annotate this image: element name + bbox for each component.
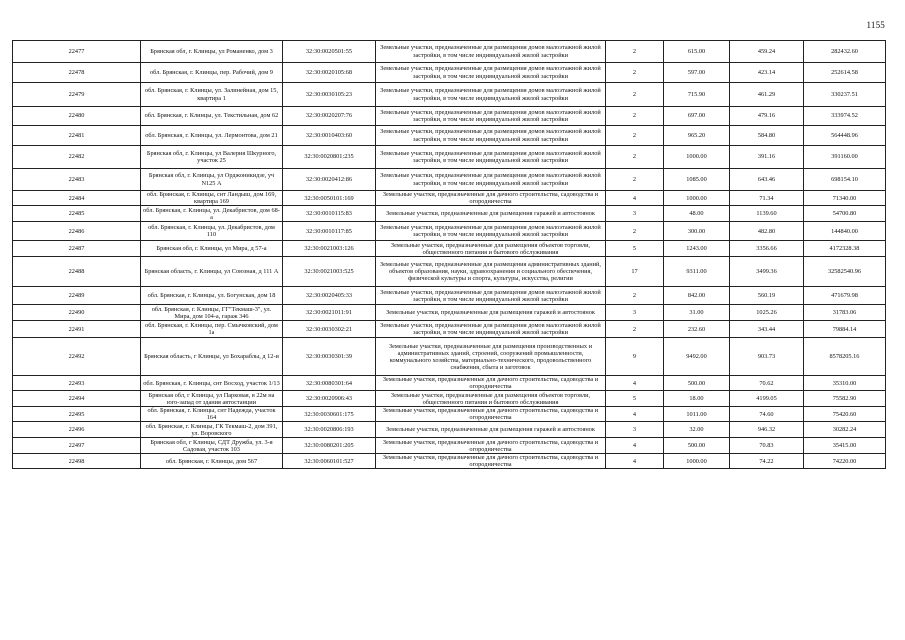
row-number-cell: 22496 bbox=[13, 422, 141, 438]
cadastral-value-cell: 333974.52 bbox=[804, 107, 886, 126]
cadastral-value-cell: 698154.10 bbox=[804, 169, 886, 191]
group-cell: 9 bbox=[606, 338, 664, 376]
row-number-cell: 22493 bbox=[13, 376, 141, 391]
row-number-cell: 22487 bbox=[13, 241, 141, 257]
table-row bbox=[13, 41, 886, 63]
group-cell: 3 bbox=[606, 422, 664, 438]
specific-value-cell: 70.62 bbox=[730, 376, 804, 391]
area-cell: 1000.00 bbox=[664, 191, 730, 206]
table-row bbox=[13, 407, 886, 422]
area-cell: 18.00 bbox=[664, 391, 730, 407]
cadastral-number-cell: 32:30:0020806:193 bbox=[283, 422, 376, 438]
address-cell: обл. Брянская, г. Клинцы, ул. Богунская, дом 18 bbox=[141, 287, 283, 305]
address-cell: обл. Брянская, г. Клинцы, снт Ландыш, дом 169, квартира 169 bbox=[141, 191, 283, 206]
group-cell: 4 bbox=[606, 407, 664, 422]
specific-value-cell: 343.44 bbox=[730, 321, 804, 338]
row-number-cell: 22477 bbox=[13, 41, 141, 63]
address-cell: обл. Брянская, г. Клинцы, ГГ"Текмаш-3", ул. Мира, дом 104-а, гараж 346 bbox=[141, 305, 283, 321]
cadastral-number-cell: 32:30:0021011:91 bbox=[283, 305, 376, 321]
row-number-cell: 22489 bbox=[13, 287, 141, 305]
table-row bbox=[13, 257, 886, 287]
cadastral-number-cell: 32:30:0020207:76 bbox=[283, 107, 376, 126]
specific-value-cell: 482.80 bbox=[730, 222, 804, 241]
cadastral-value-cell: 35310.00 bbox=[804, 376, 886, 391]
land-use-cell: Земельные участки, предназначенные для размещения гаражей и автостоянок bbox=[376, 305, 606, 321]
specific-value-cell: 903.73 bbox=[730, 338, 804, 376]
area-cell: 32.00 bbox=[664, 422, 730, 438]
cadastral-value-cell: 31783.06 bbox=[804, 305, 886, 321]
area-cell: 300.00 bbox=[664, 222, 730, 241]
land-use-cell: Земельные участки, предназначенные для дачного строительства, садоводства и огородничества bbox=[376, 191, 606, 206]
cadastral-number-cell: 32:30:0030105:23 bbox=[283, 83, 376, 107]
area-cell: 597.00 bbox=[664, 63, 730, 83]
land-use-cell: Земельные участки, предназначенные для размещения домов малоэтажной жилой застройки, в том числе индивидуальной жилой застройки bbox=[376, 83, 606, 107]
land-use-cell: Земельные участки, предназначенные для размещения производственных и административных зданий, строений, сооружений промышленности, коммунального хозяйства, материально-технического, продовольственного снабжения, сбыта и заготовок bbox=[376, 338, 606, 376]
address-cell: обл. Брянская, г. Клинцы, ул. Декабристов, дом 68-а bbox=[141, 206, 283, 222]
area-cell: 1000.00 bbox=[664, 454, 730, 469]
row-number-cell: 22497 bbox=[13, 438, 141, 454]
specific-value-cell: 4199.05 bbox=[730, 391, 804, 407]
land-use-cell: Земельные участки, предназначенные для размещения домов малоэтажной жилой застройки, в том числе индивидуальной жилой застройки bbox=[376, 222, 606, 241]
address-cell: обл. Брянская, г. Клинцы, ГК Текмаш-2, дом 391, ул. Воровского bbox=[141, 422, 283, 438]
table-row bbox=[13, 146, 886, 169]
area-cell: 48.00 bbox=[664, 206, 730, 222]
group-cell: 2 bbox=[606, 222, 664, 241]
address-cell: Брянская обл, г Клинцы, ул Парковая, в 22м на юго-запад от здания автостанции bbox=[141, 391, 283, 407]
specific-value-cell: 423.14 bbox=[730, 63, 804, 83]
table-row bbox=[13, 321, 886, 338]
cadastral-value-cell: 4172328.38 bbox=[804, 241, 886, 257]
area-cell: 715.90 bbox=[664, 83, 730, 107]
row-number-cell: 22495 bbox=[13, 407, 141, 422]
cadastral-value-cell: 330237.51 bbox=[804, 83, 886, 107]
area-cell: 31.00 bbox=[664, 305, 730, 321]
group-cell: 2 bbox=[606, 41, 664, 63]
cadastral-value-cell: 75420.60 bbox=[804, 407, 886, 422]
cadastral-number-cell: 32:30:0020801:235 bbox=[283, 146, 376, 169]
cadastral-value-cell: 8578205.16 bbox=[804, 338, 886, 376]
land-use-cell: Земельные участки, предназначенные для размещения домов малоэтажной жилой застройки, в том числе индивидуальной жилой застройки bbox=[376, 41, 606, 63]
specific-value-cell: 74.60 bbox=[730, 407, 804, 422]
land-use-cell: Земельные участки, предназначенные для размещения домов малоэтажной жилой застройки, в том числе индивидуальной жилой застройки bbox=[376, 169, 606, 191]
area-cell: 1000.00 bbox=[664, 146, 730, 169]
cadastral-value-cell: 32582540.96 bbox=[804, 257, 886, 287]
area-cell: 697.00 bbox=[664, 107, 730, 126]
table-row bbox=[13, 107, 886, 126]
table-row bbox=[13, 241, 886, 257]
land-use-cell: Земельные участки, предназначенные для дачного строительства, садоводства и огородничества bbox=[376, 376, 606, 391]
area-cell: 1243.00 bbox=[664, 241, 730, 257]
row-number-cell: 22494 bbox=[13, 391, 141, 407]
specific-value-cell: 643.46 bbox=[730, 169, 804, 191]
table-row bbox=[13, 338, 886, 376]
specific-value-cell: 74.22 bbox=[730, 454, 804, 469]
cadastral-number-cell: 32:30:0020405:33 bbox=[283, 287, 376, 305]
page-number: 1155 bbox=[866, 20, 885, 30]
group-cell: 2 bbox=[606, 63, 664, 83]
specific-value-cell: 461.29 bbox=[730, 83, 804, 107]
table-row bbox=[13, 438, 886, 454]
land-use-cell: Земельные участки, предназначенные для размещения домов малоэтажной жилой застройки, в том числе индивидуальной жилой застройки bbox=[376, 321, 606, 338]
specific-value-cell: 70.83 bbox=[730, 438, 804, 454]
cadastral-number-cell: 32:30:0020412:86 bbox=[283, 169, 376, 191]
table-row bbox=[13, 83, 886, 107]
address-cell: Брянская область, г Клинцы, ул Бохараблы, д 12-и bbox=[141, 338, 283, 376]
area-cell: 9311.00 bbox=[664, 257, 730, 287]
cadastral-number-cell: 32:30:0020906:43 bbox=[283, 391, 376, 407]
land-use-cell: Земельные участки, предназначенные для размещения гаражей и автостоянок bbox=[376, 422, 606, 438]
table-row bbox=[13, 305, 886, 321]
group-cell: 2 bbox=[606, 321, 664, 338]
cadastral-value-cell: 564448.96 bbox=[804, 126, 886, 146]
cadastral-number-cell: 32:30:0060101:527 bbox=[283, 454, 376, 469]
cadastral-value-cell: 54700.80 bbox=[804, 206, 886, 222]
cadastral-number-cell: 32:30:0010403:60 bbox=[283, 126, 376, 146]
address-cell: обл. Брянская, г. Клинцы, пер. Смычковский, дом 1а bbox=[141, 321, 283, 338]
cadastral-value-cell: 282432.60 bbox=[804, 41, 886, 63]
row-number-cell: 22498 bbox=[13, 454, 141, 469]
cadastral-number-cell: 32:30:0050101:169 bbox=[283, 191, 376, 206]
row-number-cell: 22486 bbox=[13, 222, 141, 241]
area-cell: 615.00 bbox=[664, 41, 730, 63]
cadastral-value-cell: 71340.00 bbox=[804, 191, 886, 206]
row-number-cell: 22485 bbox=[13, 206, 141, 222]
specific-value-cell: 584.80 bbox=[730, 126, 804, 146]
group-cell: 2 bbox=[606, 146, 664, 169]
cadastral-value-cell: 471679.98 bbox=[804, 287, 886, 305]
table-row bbox=[13, 391, 886, 407]
area-cell: 842.00 bbox=[664, 287, 730, 305]
cadastral-number-cell: 32:30:0020501:55 bbox=[283, 41, 376, 63]
cadastral-value-cell: 79884.14 bbox=[804, 321, 886, 338]
table-row bbox=[13, 191, 886, 206]
area-cell: 9492.00 bbox=[664, 338, 730, 376]
land-use-cell: Земельные участки, предназначенные для дачного строительства, садоводства и огородничества bbox=[376, 454, 606, 469]
cadastral-number-cell: 32:30:0021003:525 bbox=[283, 257, 376, 287]
cadastral-value-cell: 35415.00 bbox=[804, 438, 886, 454]
land-use-cell: Земельные участки, предназначенные для размещения домов малоэтажной жилой застройки, в том числе индивидуальной жилой застройки bbox=[376, 63, 606, 83]
area-cell: 500.00 bbox=[664, 438, 730, 454]
land-use-cell: Земельные участки, предназначенные для дачного строительства, садоводства и огородничества bbox=[376, 438, 606, 454]
row-number-cell: 22478 bbox=[13, 63, 141, 83]
table-row bbox=[13, 422, 886, 438]
address-cell: Брянская область, г. Клинцы, ул Союзная, д 111 А bbox=[141, 257, 283, 287]
group-cell: 3 bbox=[606, 206, 664, 222]
cadastral-number-cell: 32:30:0080301:64 bbox=[283, 376, 376, 391]
cadastral-number-cell: 32:30:0030302:21 bbox=[283, 321, 376, 338]
specific-value-cell: 946.32 bbox=[730, 422, 804, 438]
cadastral-number-cell: 32:30:0080201:205 bbox=[283, 438, 376, 454]
address-cell: обл. Брянская, г. Клинцы, снт Восход, участок 1/13 bbox=[141, 376, 283, 391]
land-use-cell: Земельные участки, предназначенные для размещения домов малоэтажной жилой застройки, в том числе индивидуальной жилой застройки bbox=[376, 287, 606, 305]
land-use-cell: Земельные участки, предназначенные для размещения домов малоэтажной жилой застройки, в том числе индивидуальной жилой застройки bbox=[376, 107, 606, 126]
group-cell: 4 bbox=[606, 376, 664, 391]
table-row bbox=[13, 222, 886, 241]
specific-value-cell: 560.19 bbox=[730, 287, 804, 305]
row-number-cell: 22483 bbox=[13, 169, 141, 191]
address-cell: обл. Брянская, г. Клинцы, ул. Декабристов, дом 110 bbox=[141, 222, 283, 241]
address-cell: обл. Брянская, г. Клинцы, ул. Текстильная, дом 62 bbox=[141, 107, 283, 126]
group-cell: 2 bbox=[606, 83, 664, 107]
row-number-cell: 22482 bbox=[13, 146, 141, 169]
address-cell: обл. Брянская, г. Клинцы, снт Надежда, участок 164 bbox=[141, 407, 283, 422]
land-use-cell: Земельные участки, предназначенные для размещения домов малоэтажной жилой застройки, в том числе индивидуальной жилой застройки bbox=[376, 126, 606, 146]
address-cell: Брянская обл, г. Клинцы, ул Мира, д 57-а bbox=[141, 241, 283, 257]
cadastral-value-cell: 75582.90 bbox=[804, 391, 886, 407]
area-cell: 1085.00 bbox=[664, 169, 730, 191]
group-cell: 2 bbox=[606, 169, 664, 191]
address-cell: обл. Брянская, г. Клинцы, ул. Лермонтова, дом 21 bbox=[141, 126, 283, 146]
area-cell: 965.20 bbox=[664, 126, 730, 146]
land-use-cell: Земельные участки, предназначенные для размещения гаражей и автостоянок bbox=[376, 206, 606, 222]
cadastral-number-cell: 32:30:0020105:68 bbox=[283, 63, 376, 83]
address-cell: обл. Брянская, г. Клинцы, пер. Рабочий, дом 9 bbox=[141, 63, 283, 83]
land-use-cell: Земельные участки, предназначенные для размещения объектов торговли, общественного питания и бытового обслуживания bbox=[376, 241, 606, 257]
area-cell: 500.00 bbox=[664, 376, 730, 391]
cadastral-value-cell: 30282.24 bbox=[804, 422, 886, 438]
address-cell: обл. Брянская, г. Клинцы, ул. Залинейная, дом 15, квартира 1 bbox=[141, 83, 283, 107]
group-cell: 4 bbox=[606, 438, 664, 454]
table-row bbox=[13, 169, 886, 191]
group-cell: 4 bbox=[606, 454, 664, 469]
specific-value-cell: 479.16 bbox=[730, 107, 804, 126]
table-row bbox=[13, 126, 886, 146]
group-cell: 3 bbox=[606, 305, 664, 321]
cadastral-number-cell: 32:30:0030301:39 bbox=[283, 338, 376, 376]
land-use-cell: Земельные участки, предназначенные для размещения административных зданий, объектов образования, науки, здравоохранения и социального обеспечения, физической культуры и спорта, культуры, искусства, религии bbox=[376, 257, 606, 287]
address-cell: обл. Брянская, г. Клинцы, дом 567 bbox=[141, 454, 283, 469]
table-row bbox=[13, 206, 886, 222]
table-row bbox=[13, 63, 886, 83]
address-cell: Брянская обл, г. Клинцы, ул Валерия Шкурного, участок 25 bbox=[141, 146, 283, 169]
specific-value-cell: 71.34 bbox=[730, 191, 804, 206]
cadastral-number-cell: 32:30:0030601:175 bbox=[283, 407, 376, 422]
group-cell: 2 bbox=[606, 126, 664, 146]
specific-value-cell: 3356.66 bbox=[730, 241, 804, 257]
address-cell: Брянская обл, г. Клинцы, ул Романенко, дом 3 bbox=[141, 41, 283, 63]
specific-value-cell: 459.24 bbox=[730, 41, 804, 63]
group-cell: 5 bbox=[606, 391, 664, 407]
table-body bbox=[13, 41, 886, 469]
cadastral-value-table bbox=[12, 40, 886, 469]
row-number-cell: 22490 bbox=[13, 305, 141, 321]
row-number-cell: 22492 bbox=[13, 338, 141, 376]
row-number-cell: 22488 bbox=[13, 257, 141, 287]
row-number-cell: 22480 bbox=[13, 107, 141, 126]
row-number-cell: 22484 bbox=[13, 191, 141, 206]
land-use-cell: Земельные участки, предназначенные для размещения объектов торговли, общественного питания и бытового обслуживания bbox=[376, 391, 606, 407]
address-cell: Брянская обл, г. Клинцы, ул Орджоникидзе, уч N125 А bbox=[141, 169, 283, 191]
cadastral-value-cell: 144840.00 bbox=[804, 222, 886, 241]
group-cell: 5 bbox=[606, 241, 664, 257]
specific-value-cell: 1139.60 bbox=[730, 206, 804, 222]
table-row bbox=[13, 287, 886, 305]
area-cell: 232.60 bbox=[664, 321, 730, 338]
specific-value-cell: 1025.26 bbox=[730, 305, 804, 321]
table-row bbox=[13, 376, 886, 391]
group-cell: 4 bbox=[606, 191, 664, 206]
land-use-cell: Земельные участки, предназначенные для дачного строительства, садоводства и огородничества bbox=[376, 407, 606, 422]
cadastral-number-cell: 32:30:0010115:83 bbox=[283, 206, 376, 222]
table-row bbox=[13, 454, 886, 469]
group-cell: 2 bbox=[606, 287, 664, 305]
address-cell: Брянская обл, г Клинцы, СДТ Дружба, ул. 3-я Садовая, участок 103 bbox=[141, 438, 283, 454]
area-cell: 1011.00 bbox=[664, 407, 730, 422]
cadastral-value-cell: 252614.58 bbox=[804, 63, 886, 83]
row-number-cell: 22481 bbox=[13, 126, 141, 146]
row-number-cell: 22491 bbox=[13, 321, 141, 338]
cadastral-number-cell: 32:30:0010117:85 bbox=[283, 222, 376, 241]
land-use-cell: Земельные участки, предназначенные для размещения домов малоэтажной жилой застройки, в том числе индивидуальной жилой застройки bbox=[376, 146, 606, 169]
group-cell: 17 bbox=[606, 257, 664, 287]
cadastral-number-cell: 32:30:0021003:126 bbox=[283, 241, 376, 257]
cadastral-value-cell: 74220.00 bbox=[804, 454, 886, 469]
specific-value-cell: 3499.36 bbox=[730, 257, 804, 287]
specific-value-cell: 391.16 bbox=[730, 146, 804, 169]
group-cell: 2 bbox=[606, 107, 664, 126]
row-number-cell: 22479 bbox=[13, 83, 141, 107]
cadastral-value-cell: 391160.00 bbox=[804, 146, 886, 169]
